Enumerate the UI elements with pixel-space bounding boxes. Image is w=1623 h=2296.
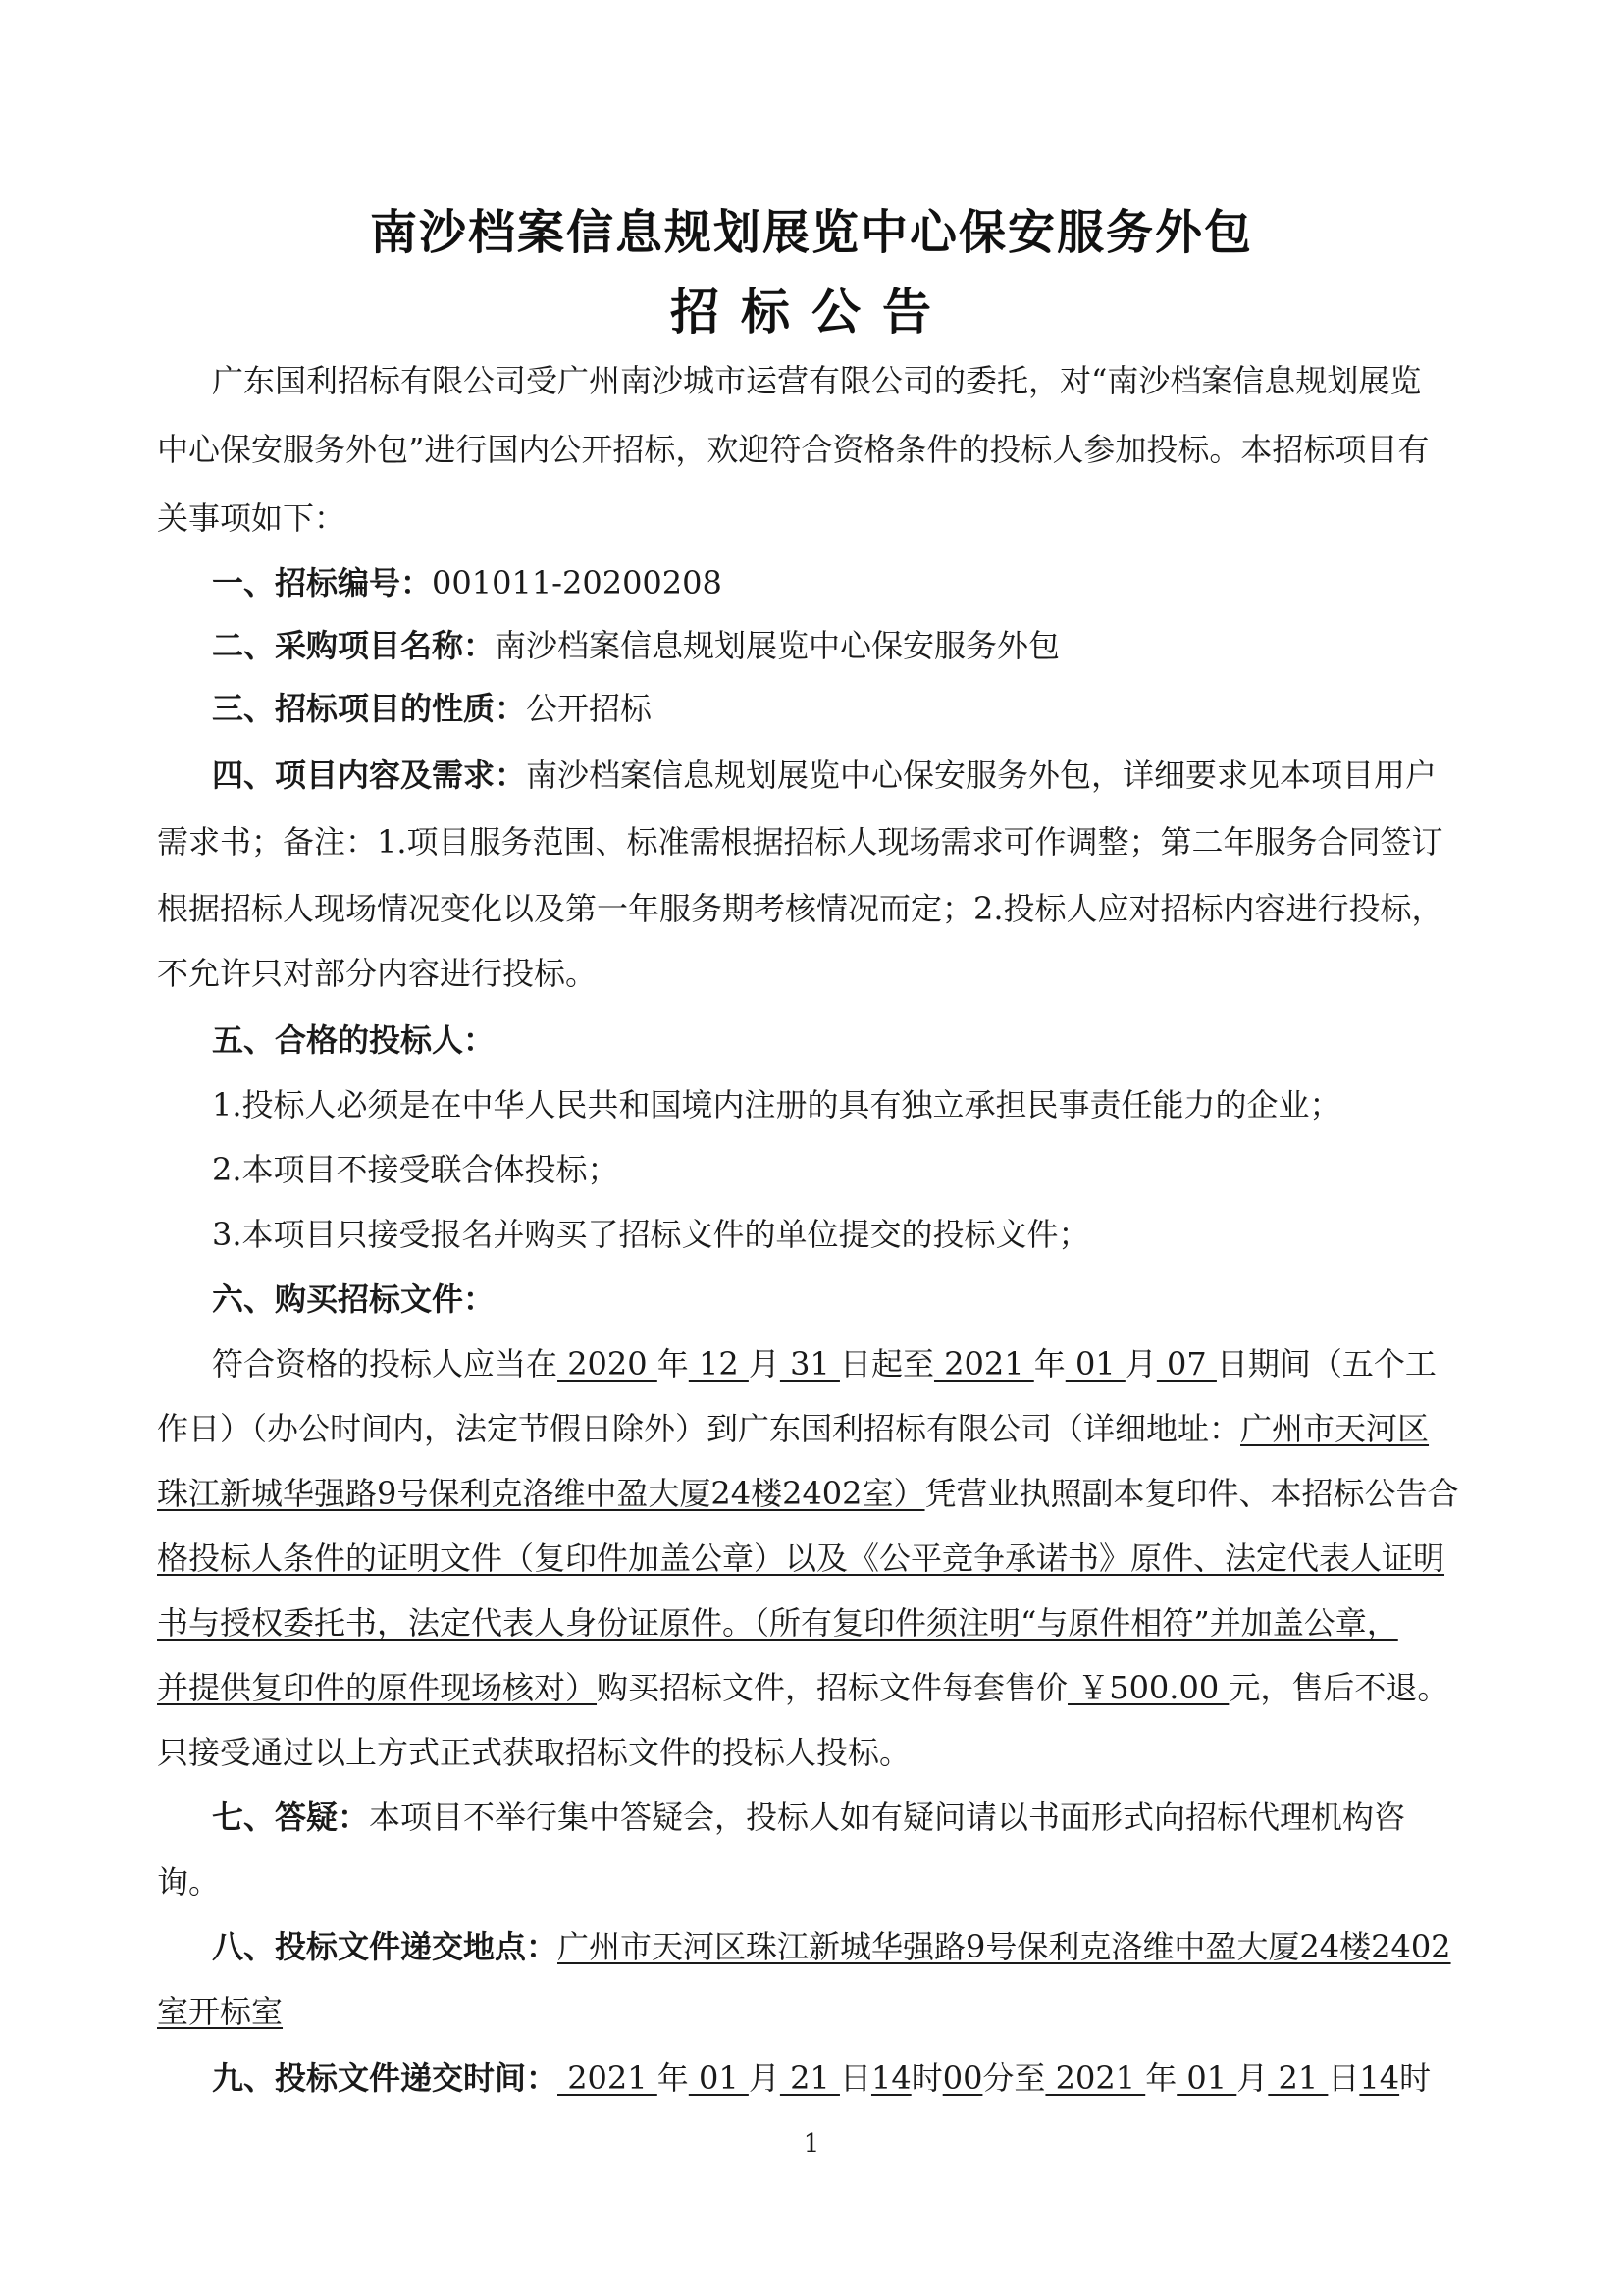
page-number: 1 [803, 2129, 820, 2159]
section-6-line-1 [212, 1344, 1488, 1383]
purchase-text-b: 日起至 [839, 1345, 934, 1383]
submission-location-2: 室开标室 [157, 1993, 284, 2030]
submit-end-hour: 14 [1359, 2060, 1400, 2097]
section-8-label: 八、投标文件递交地点： [212, 1928, 558, 1965]
section-6-line-5 [157, 1603, 1433, 1643]
section-6-line-2 [157, 1409, 1433, 1448]
section-5-label [212, 1020, 1488, 1060]
section-4-label: 四、项目内容及需求： [212, 757, 527, 794]
section-6-line-6 [157, 1668, 1449, 1707]
intro-line-3: 关事项如下： [157, 499, 346, 537]
eligibility-item-2: 2.本项目不接受联合体投标； [212, 1151, 619, 1188]
section-8-line-2 [157, 1992, 1433, 2031]
section-7-line-2: 询。 [157, 1863, 221, 1901]
start-day: 31 [779, 1345, 840, 1383]
section-4-line-4: 不允许只对部分内容进行投标。 [157, 955, 598, 992]
year-word: 年 [656, 2060, 689, 2097]
required-docs-1: 格投标人条件的证明文件（复印件加盖公章）以及《公平竞争承诺书》原件、法定代表人证明 [157, 1539, 1445, 1577]
submit-start-year: 2021 [557, 2060, 657, 2097]
section-6-line-7: 只接受通过以上方式正式获取招标文件的投标人投标。 [157, 1734, 912, 1771]
intro-line-1: 广东国利招标有限公司受广州南沙城市运营有限公司的委托，对“南沙档案信息规划展览 [212, 362, 1422, 399]
notice-title: 南沙档案信息规划展览中心保安服务外包 [369, 205, 1253, 260]
month-word: 月 [748, 1345, 780, 1383]
section-4-line-1 [212, 756, 1488, 795]
end-day: 07 [1156, 1345, 1217, 1383]
tender-nature: 公开招标 [526, 690, 653, 727]
section-4-line-2: 需求书；备注：1.项目服务范围、标准需根据招标人现场需求可作调整；第二年服务合同签订 [157, 823, 1443, 861]
submit-end-year: 2021 [1045, 2060, 1146, 2097]
address-part-1: 广州市天河区 [1240, 1410, 1430, 1447]
section-6-line-3 [157, 1474, 1459, 1513]
eligibility-item-1: 1.投标人必须是在中华人民共和国境内注册的具有独立承担民事责任能力的企业； [212, 1086, 1341, 1123]
eligibility-item-3: 3.本项目只接受报名并购买了招标文件的单位提交的投标文件； [212, 1216, 1090, 1253]
start-month: 12 [688, 1345, 749, 1383]
submit-start-month: 01 [688, 2060, 749, 2097]
section-3 [212, 689, 1488, 728]
month-word: 月 [1125, 1345, 1157, 1383]
hour-word: 时 [1399, 2060, 1432, 2097]
section-7-text: 本项目不举行集中答疑会，投标人如有疑问请以书面形式向招标代理机构咨 [369, 1799, 1406, 1836]
section-6-heading: 六、购买招标文件： [212, 1280, 496, 1318]
section-9-label: 九、投标文件递交时间： [212, 2060, 558, 2097]
section-2 [212, 626, 1488, 665]
project-name: 南沙档案信息规划展览中心保安服务外包 [495, 627, 1061, 664]
start-year: 2020 [557, 1345, 657, 1383]
section-6-label [212, 1279, 1488, 1319]
purchase-text-d: 作日）（办公时间内，法定节假日除外）到广东国利招标有限公司（详细地址： [157, 1410, 1241, 1447]
submit-end-day: 21 [1268, 2060, 1329, 2097]
submit-start-day: 21 [779, 2060, 840, 2097]
year-word: 年 [1145, 2060, 1178, 2097]
section-2-label: 二、采购项目名称： [212, 627, 496, 664]
end-month: 01 [1065, 1345, 1126, 1383]
purchase-text-f: 购买招标文件，招标文件每套售价 [597, 1669, 1069, 1706]
purchase-text-g: 元，售后不退。 [1229, 1669, 1449, 1706]
month-word: 月 [748, 2060, 780, 2097]
submit-end-month: 01 [1177, 2060, 1237, 2097]
section-4-line-3: 根据招标人现场情况变化以及第一年服务期考核情况而定；2.投标人应对招标内容进行投标， [157, 890, 1443, 927]
section-7-label: 七、答疑： [212, 1799, 370, 1836]
end-year: 2021 [933, 1345, 1034, 1383]
section-9-line-1 [212, 2059, 1488, 2098]
section-7-line-1 [212, 1798, 1488, 1837]
year-word: 年 [656, 1345, 689, 1383]
address-part-2: 珠江新城华强路9号保利克洛维中盈大厦24楼2402室） [157, 1475, 925, 1512]
section-4-text: 南沙档案信息规划展览中心保安服务外包，详细要求见本项目用户 [526, 757, 1438, 794]
intro-line-2: 中心保安服务外包”进行国内公开招标，欢迎符合资格条件的投标人参加投标。本招标项目有 [157, 431, 1430, 468]
section-6-line-4 [157, 1539, 1445, 1578]
required-docs-2: 书与授权委托书，法定代表人身份证原件。（所有复印件须注明“与原件相符”并加盖公章， [157, 1604, 1398, 1642]
purchase-text-c: 日期间（五个工 [1216, 1345, 1437, 1383]
tender-number: 001011-20200208 [432, 564, 722, 601]
day-word: 日 [1328, 2060, 1360, 2097]
section-3-label: 三、招标项目的性质： [212, 690, 527, 727]
year-word: 年 [1033, 1345, 1066, 1383]
document-price: ￥500.00 [1068, 1669, 1230, 1706]
section-8-line-1 [212, 1927, 1488, 1966]
submit-start-hour: 14 [870, 2060, 912, 2097]
hour-word: 时 [911, 2060, 943, 2097]
purchase-text-e: 凭营业执照副本复印件、本招标公告合 [924, 1475, 1459, 1512]
section-1 [212, 563, 1488, 602]
day-word: 日 [839, 2060, 871, 2097]
notice-subtitle: 招标公告 [670, 284, 953, 340]
minute-to-word: 分至 [982, 2060, 1046, 2097]
required-docs-3: 并提供复印件的原件现场核对） [157, 1669, 598, 1706]
purchase-text-a: 符合资格的投标人应当在 [212, 1345, 558, 1383]
month-word: 月 [1236, 2060, 1269, 2097]
submission-location-1: 广州市天河区珠江新城华强路9号保利克洛维中盈大厦24楼2402 [557, 1928, 1451, 1965]
section-1-label: 一、招标编号： [212, 564, 433, 601]
submit-start-minute: 00 [942, 2060, 983, 2097]
section-5-heading: 五、合格的投标人： [212, 1021, 496, 1059]
